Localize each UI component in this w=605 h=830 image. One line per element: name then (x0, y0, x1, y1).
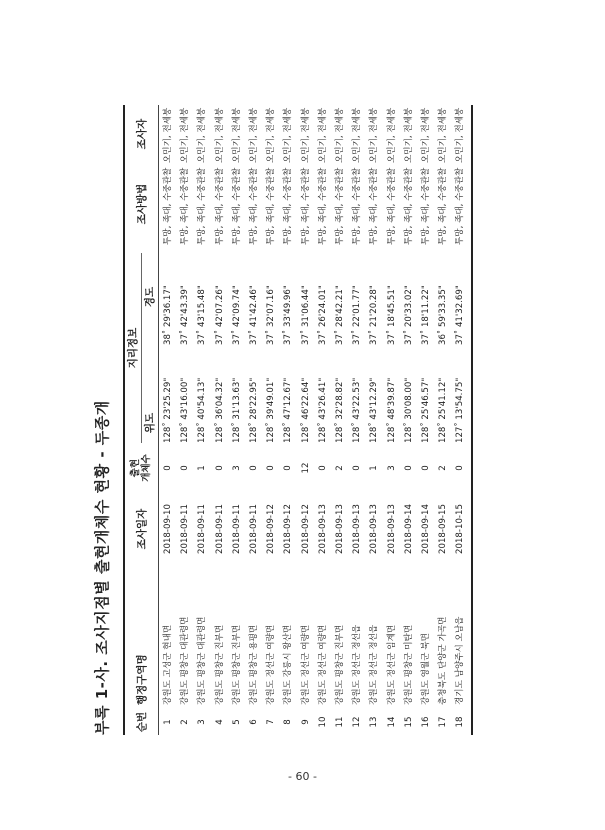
table-row (332, 105, 349, 735)
cell-lon: 37˚ 42'07.26" (214, 285, 225, 345)
cell-count: 0 (317, 465, 328, 471)
cell-lat: 128˚ 43'12.29" (369, 377, 380, 443)
cell-location: 강원도 평창군 진부면 (214, 624, 225, 705)
header-bottom-rule (158, 105, 159, 735)
cell-count: 0 (180, 465, 191, 471)
table-row (194, 105, 211, 735)
cell-no: 7 (266, 719, 277, 725)
cell-no: 9 (300, 719, 311, 725)
cell-date: 2018-09-13 (335, 504, 345, 554)
header-count (125, 451, 157, 485)
cell-location: 강원도 평창군 진부면 (335, 624, 345, 705)
cell-date: 2018-09-12 (266, 504, 277, 554)
cell-count: 0 (403, 465, 414, 471)
cell-count: 0 (421, 465, 431, 471)
cell-method: 투망, 족대, 수중관찰 (300, 167, 311, 245)
cell-method: 투망, 족대, 수중관찰 (386, 167, 397, 245)
cell-surveyor: 오민기, 전세붕 (266, 107, 277, 163)
cell-location: 강원도 강릉시 왕산면 (283, 624, 294, 705)
cell-lat: 128˚ 40'54.13" (197, 377, 208, 443)
cell-lat: 127˚ 13'54.75" (455, 377, 466, 443)
header-no: 순번 (135, 711, 148, 733)
table-row (435, 105, 452, 735)
cell-surveyor: 오민기, 전세붕 (231, 107, 242, 163)
table-row (349, 105, 366, 735)
cell-lon: 37˚ 22'01.77" (352, 285, 363, 345)
table-row (315, 105, 332, 735)
cell-surveyor: 오민기, 전세붕 (214, 107, 225, 163)
cell-date: 2018-09-11 (214, 504, 225, 554)
table-row (401, 105, 418, 735)
cell-count: 0 (249, 465, 259, 471)
cell-lon: 37˚ 20'33.02" (403, 285, 414, 345)
cell-no: 11 (335, 716, 345, 728)
document-title: 부록 1-사. 조사지점별 출현개체수 현황 - 두종개 (93, 400, 111, 735)
cell-location: 강원도 평창군 미탄면 (403, 624, 414, 705)
cell-surveyor: 오민기, 전세붕 (352, 107, 363, 163)
cell-count: 0 (266, 465, 277, 471)
cell-method: 투망, 족대, 수중관찰 (403, 167, 414, 245)
table-row (160, 105, 177, 735)
cell-method: 투망, 족대, 수중관찰 (266, 167, 277, 245)
cell-lon: 38˚ 29'36.17" (163, 285, 173, 345)
cell-method: 투망, 족대, 수중관찰 (421, 167, 431, 245)
cell-count: 12 (300, 462, 311, 474)
cell-lon: 37˚ 21'20.28" (369, 285, 380, 345)
header-lat: 위도 (144, 412, 156, 434)
cell-location: 강원도 정선군 정선읍 (369, 624, 380, 705)
cell-lon: 36˚ 59'33.35" (438, 285, 449, 345)
cell-no: 12 (352, 716, 363, 728)
page-number: - 60 - (288, 770, 317, 783)
table-row (452, 105, 469, 735)
cell-lat: 128˚ 30'08.00" (403, 377, 414, 443)
header-location: 행정구역명 (135, 654, 148, 705)
cell-method: 투망, 족대, 수중관찰 (455, 167, 466, 245)
cell-method: 투망, 족대, 수중관찰 (180, 167, 191, 245)
table-row (418, 105, 435, 735)
cell-date: 2018-09-15 (438, 504, 449, 554)
cell-lat: 128˚ 46'22.64" (300, 377, 311, 443)
cell-surveyor: 오민기, 전세붕 (317, 107, 328, 163)
cell-date: 2018-09-13 (386, 504, 397, 554)
cell-surveyor: 오민기, 전세붕 (283, 107, 294, 163)
cell-count: 0 (352, 465, 363, 471)
cell-location: 강원도 평창군 진부면 (231, 624, 242, 705)
cell-lat: 128˚ 28'22.95" (249, 377, 259, 443)
cell-count: 0 (214, 465, 225, 471)
header-count-line2: 개체수 (141, 454, 152, 482)
cell-location: 강원도 정선군 여량면 (266, 624, 277, 705)
cell-location: 경기도 남양주시 오남읍 (455, 616, 466, 705)
cell-method: 투망, 족대, 수중관찰 (197, 167, 208, 245)
header-surveyor: 조사자 (135, 118, 148, 150)
cell-date: 2018-09-12 (300, 504, 311, 554)
cell-no: 3 (197, 719, 208, 725)
cell-lon: 37˚ 41'32.69" (455, 285, 466, 345)
cell-surveyor: 오민기, 전세붕 (403, 107, 414, 163)
cell-surveyor: 오민기, 전세붕 (386, 107, 397, 163)
cell-surveyor: 오민기, 전세붕 (197, 107, 208, 163)
cell-count: 3 (386, 465, 397, 471)
cell-method: 투망, 족대, 수중관찰 (214, 167, 225, 245)
cell-lat: 128˚ 47'12.67" (283, 377, 294, 443)
cell-date: 2018-10-15 (455, 504, 466, 554)
cell-count: 0 (283, 465, 294, 471)
cell-lat: 128˚ 23'25.29" (163, 377, 173, 443)
cell-lat: 128˚ 31'13.63" (231, 377, 242, 443)
cell-date: 2018-09-10 (163, 504, 173, 554)
table-row (246, 105, 263, 735)
cell-lon: 37˚ 42'43.39" (180, 285, 191, 345)
table-row (263, 105, 280, 735)
cell-no: 8 (283, 719, 294, 725)
cell-method: 투망, 족대, 수중관찰 (283, 167, 294, 245)
cell-surveyor: 오민기, 전세붕 (421, 107, 431, 163)
cell-count: 1 (197, 465, 208, 471)
cell-lat: 128˚ 25'46.57" (421, 377, 431, 443)
cell-lat: 128˚ 43'22.53" (352, 377, 363, 443)
cell-date: 2018-09-11 (197, 504, 208, 554)
header-count-line1: 출현 (130, 458, 141, 478)
cell-no: 14 (386, 716, 397, 728)
table-row (298, 105, 315, 735)
cell-date: 2018-09-13 (317, 504, 328, 554)
header-date: 조사일자 (135, 508, 148, 550)
cell-location: 강원도 영월군 북면 (421, 633, 431, 705)
table-bottom-rule (471, 105, 473, 735)
cell-surveyor: 오민기, 전세붕 (335, 107, 345, 163)
cell-no: 6 (249, 719, 259, 725)
cell-surveyor: 오민기, 전세붕 (438, 107, 449, 163)
cell-location: 강원도 평창군 대관령면 (180, 616, 191, 705)
cell-count: 0 (163, 465, 173, 471)
cell-lat: 128˚ 25'41.12" (438, 377, 449, 443)
cell-surveyor: 오민기, 전세붕 (455, 107, 466, 163)
header-lon: 경도 (144, 286, 156, 308)
cell-no: 5 (231, 719, 242, 725)
cell-lon: 37˚ 18'11.22" (421, 285, 431, 345)
cell-count: 2 (438, 465, 449, 471)
cell-no: 15 (403, 716, 414, 728)
cell-count: 1 (369, 465, 380, 471)
cell-no: 13 (369, 716, 380, 728)
cell-lat: 128˚ 39'49.01" (266, 377, 277, 443)
cell-count: 2 (335, 465, 345, 471)
cell-surveyor: 오민기, 전세붕 (369, 107, 380, 163)
cell-surveyor: 오민기, 전세붕 (180, 107, 191, 163)
cell-method: 투망, 족대, 수중관찰 (335, 167, 345, 245)
cell-lat: 128˚ 43'26.41" (317, 377, 328, 443)
table-row (177, 105, 194, 735)
table-row (384, 105, 401, 735)
cell-method: 투망, 족대, 수중관찰 (438, 167, 449, 245)
cell-lon: 37˚ 42'09.74" (231, 285, 242, 345)
cell-lon: 37˚ 33'49.96" (283, 285, 294, 345)
cell-date: 2018-09-12 (283, 504, 294, 554)
cell-date: 2018-09-11 (180, 504, 191, 554)
cell-no: 10 (317, 716, 328, 728)
cell-location: 강원도 고성군 현내면 (163, 624, 173, 705)
cell-lon: 37˚ 26'24.01" (317, 285, 328, 345)
table-row (366, 105, 383, 735)
header-method: 조사방법 (135, 183, 148, 225)
cell-count: 3 (231, 465, 242, 471)
cell-no: 17 (438, 716, 449, 728)
cell-location: 충청북도 단양군 가곡면 (438, 616, 449, 705)
cell-lat: 128˚ 36'04.32" (214, 377, 225, 443)
cell-lon: 37˚ 41'42.46" (249, 285, 259, 345)
cell-date: 2018-09-11 (249, 504, 259, 554)
cell-no: 16 (421, 716, 431, 728)
cell-lat: 128˚ 48'39.87" (386, 377, 397, 443)
cell-lon: 37˚ 18'45.51" (386, 285, 397, 345)
cell-lat: 128˚ 43'16.00" (180, 377, 191, 443)
cell-lat: 128˚ 32'28.82" (335, 377, 345, 443)
cell-location: 강원도 정선군 정선읍 (352, 624, 363, 705)
cell-lon: 37˚ 43'15.48" (197, 285, 208, 345)
cell-location: 강원도 정선군 여량면 (317, 624, 328, 705)
cell-date: 2018-09-11 (231, 504, 242, 554)
cell-method: 투망, 족대, 수중관찰 (231, 167, 242, 245)
cell-lon: 37˚ 31'06.44" (300, 285, 311, 345)
cell-no: 1 (163, 719, 173, 725)
cell-count: 0 (455, 465, 466, 471)
cell-location: 강원도 정선군 임계면 (386, 624, 397, 705)
table-row (229, 105, 246, 735)
cell-location: 강원도 평창군 용평면 (249, 624, 259, 705)
cell-date: 2018-09-13 (352, 504, 363, 554)
cell-lon: 37˚ 32'07.16" (266, 285, 277, 345)
cell-date: 2018-09-13 (369, 504, 380, 554)
cell-lon: 37˚ 28'42.21" (335, 285, 345, 345)
cell-surveyor: 오민기, 전세붕 (163, 107, 173, 163)
cell-method: 투망, 족대, 수중관찰 (317, 167, 328, 245)
cell-surveyor: 오민기, 전세붕 (300, 107, 311, 163)
cell-date: 2018-09-14 (403, 504, 414, 554)
table-row (212, 105, 229, 735)
cell-surveyor: 오민기, 전세붕 (249, 107, 259, 163)
cell-method: 투망, 족대, 수중관찰 (369, 167, 380, 245)
cell-method: 투망, 족대, 수중관찰 (163, 167, 173, 245)
table-row (280, 105, 297, 735)
header-geo: 지리정보 (127, 327, 139, 369)
rotated-page-content (87, 85, 482, 735)
cell-date: 2018-09-14 (421, 504, 431, 554)
cell-no: 4 (214, 719, 225, 725)
cell-method: 투망, 족대, 수중관찰 (249, 167, 259, 245)
survey-table (123, 105, 477, 735)
cell-no: 18 (455, 716, 466, 728)
cell-no: 2 (180, 719, 191, 725)
cell-location: 강원도 평창군 대관령면 (197, 616, 208, 705)
cell-method: 투망, 족대, 수중관찰 (352, 167, 363, 245)
cell-location: 강원도 정선군 여량면 (300, 624, 311, 705)
